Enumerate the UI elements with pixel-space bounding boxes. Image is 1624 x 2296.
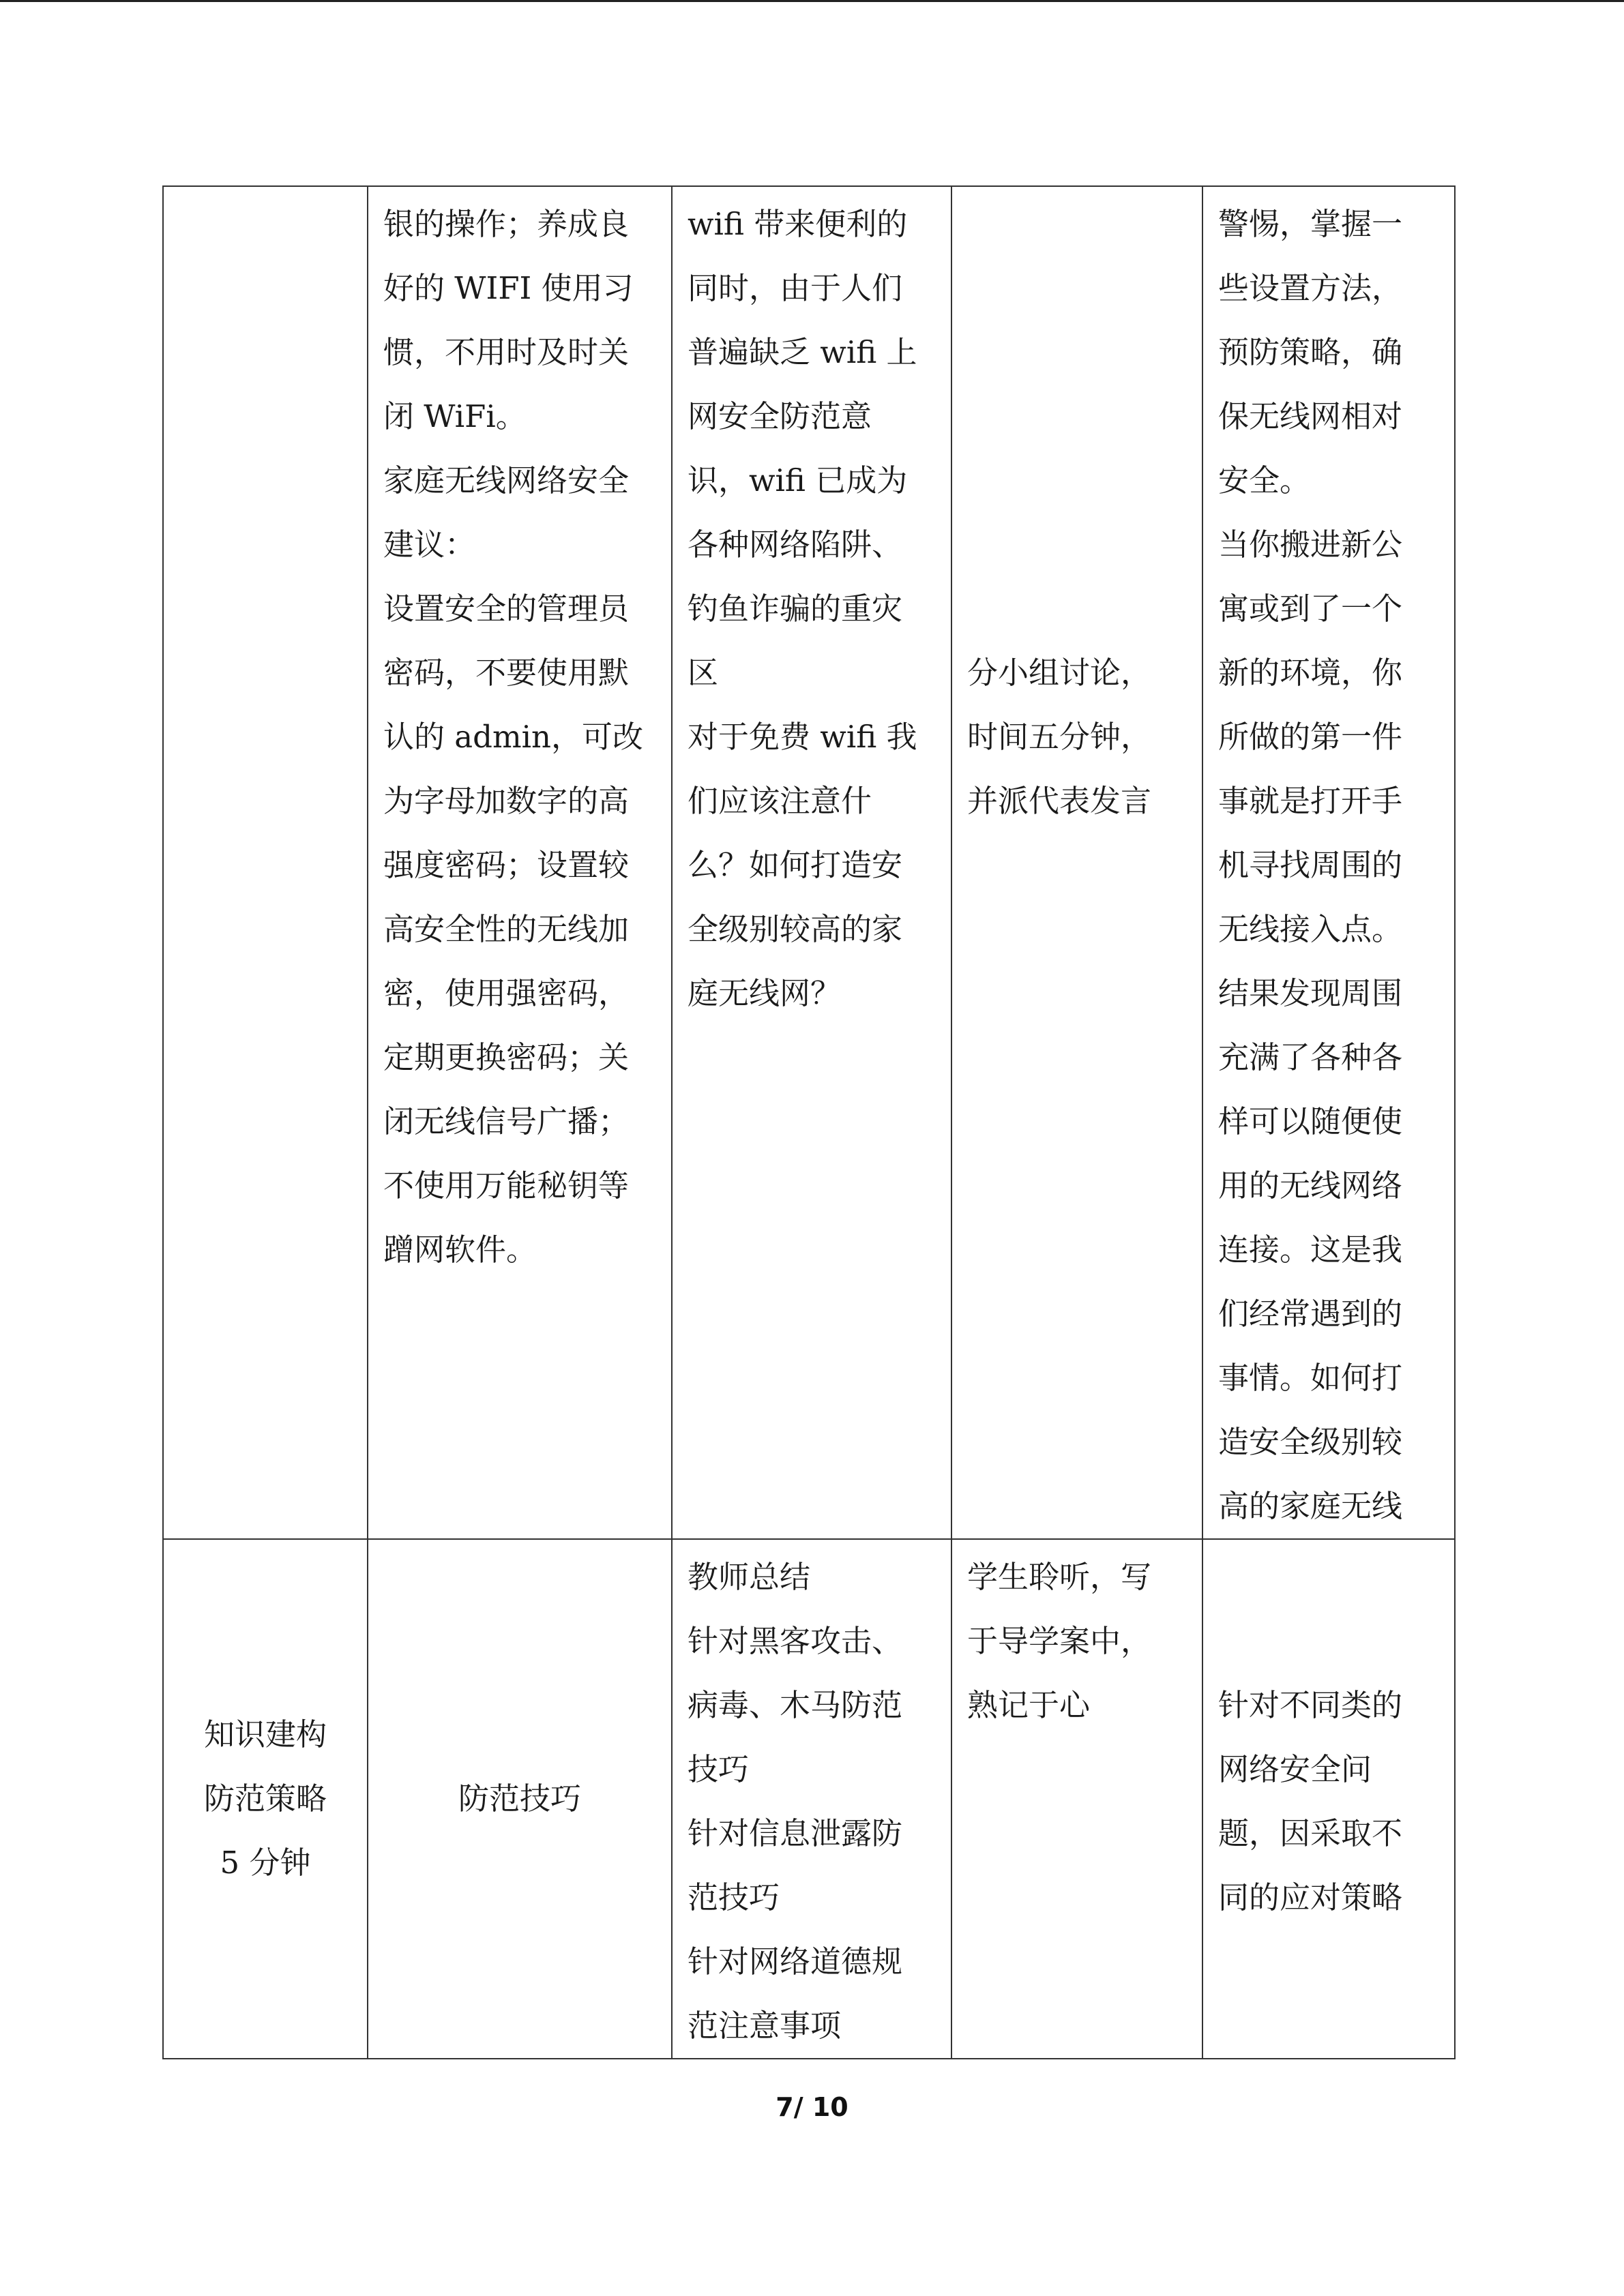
text-line: 闭 WiFi。 bbox=[383, 398, 527, 434]
text-line: 建议： bbox=[383, 526, 476, 563]
text-line: 闭无线信号广播； bbox=[383, 1103, 630, 1139]
text-line: 针对信息泄露防 bbox=[688, 1815, 903, 1851]
cell-stage-empty bbox=[163, 186, 368, 1539]
cell-design-intent-strategy bbox=[1202, 1539, 1455, 2059]
text-line: 各种网络陷阱、 bbox=[688, 526, 903, 563]
text-line: 区 bbox=[688, 655, 719, 691]
text-line: 无线接入点。 bbox=[1218, 911, 1403, 947]
text-line: 造安全级别较 bbox=[1218, 1424, 1403, 1460]
text-line: 连接。这是我 bbox=[1218, 1232, 1403, 1268]
text-line: 密码，不要使用默 bbox=[383, 655, 630, 691]
text-line: 为字母加数字的高 bbox=[383, 783, 630, 819]
text-line: 钓鱼诈骗的重灾 bbox=[688, 591, 903, 627]
text-line: 防范技巧 bbox=[458, 1780, 581, 1817]
table-row-wifi-security bbox=[163, 186, 1455, 1539]
text-line: wifi 带来便利的 bbox=[688, 206, 908, 242]
text-line: 识，wifi 已成为 bbox=[688, 462, 908, 498]
text-line: 病毒、木马防范 bbox=[688, 1687, 903, 1723]
text-line: 事就是打开手 bbox=[1218, 783, 1403, 819]
text-line: 网络安全问 bbox=[1218, 1751, 1372, 1787]
text-line: 当你搬进新公 bbox=[1218, 526, 1403, 563]
text-line: 蹭网软件。 bbox=[383, 1232, 537, 1268]
table-row-knowledge-construction bbox=[163, 1539, 1455, 2059]
page-top-rule bbox=[0, 0, 1624, 2]
text-line: 预防策略，确 bbox=[1218, 334, 1403, 370]
text-line: 事情。如何打 bbox=[1218, 1360, 1403, 1396]
text-line: 于导学案中， bbox=[967, 1623, 1152, 1659]
text-line: 教师总结 bbox=[688, 1559, 811, 1595]
text-line: 结果发现周围 bbox=[1218, 975, 1403, 1011]
cell-teacher-activity-wifi bbox=[672, 186, 951, 1539]
text-line: 知识建构 bbox=[203, 1716, 327, 1753]
lesson-plan-table bbox=[162, 185, 1456, 2059]
text-line: 针对网络道德规 bbox=[688, 1943, 903, 1980]
text-line: 寓或到了一个 bbox=[1218, 591, 1403, 627]
text-line: 普遍缺乏 wifi 上 bbox=[688, 334, 917, 370]
text-line: 范注意事项 bbox=[688, 2008, 842, 2044]
text-line: 些设置方法， bbox=[1218, 270, 1403, 306]
text-line: 防范策略 bbox=[203, 1780, 327, 1817]
text-line: 银的操作；养成良 bbox=[383, 206, 630, 242]
text-line: 不使用万能秘钥等 bbox=[383, 1167, 630, 1204]
text-line: 所做的第一件 bbox=[1218, 719, 1403, 755]
text-line: 充满了各种各 bbox=[1218, 1039, 1403, 1075]
text-line: 熟记于心 bbox=[967, 1687, 1091, 1723]
text-line: 密，使用强密码， bbox=[383, 975, 630, 1011]
text-line: 惯，不用时及时关 bbox=[383, 334, 630, 370]
text-line: 范技巧 bbox=[688, 1879, 780, 1915]
cell-teacher-summary bbox=[672, 1539, 951, 2059]
text-line: 机寻找周围的 bbox=[1218, 847, 1403, 883]
text-line: 们经常遇到的 bbox=[1218, 1296, 1403, 1332]
text-line: 并派代表发言 bbox=[967, 783, 1152, 819]
text-line: 技巧 bbox=[688, 1751, 750, 1787]
cell-student-activity-wifi bbox=[951, 186, 1202, 1539]
text-line: 设置安全的管理员 bbox=[383, 591, 630, 627]
cell-content-prevention-tips bbox=[368, 1539, 672, 2059]
text-line: 么？如何打造安 bbox=[688, 847, 903, 883]
text-line: 们应该注意什 bbox=[688, 783, 872, 819]
text-line: 用的无线网络 bbox=[1218, 1167, 1403, 1204]
text-line: 针对黑客攻击、 bbox=[688, 1623, 903, 1659]
text-line: 家庭无线网络安全 bbox=[383, 462, 630, 498]
text-line: 题，因采取不 bbox=[1218, 1815, 1403, 1851]
text-line: 高安全性的无线加 bbox=[383, 911, 630, 947]
cell-student-listening bbox=[951, 1539, 1202, 2059]
cell-stage-knowledge bbox=[163, 1539, 368, 2059]
page-number: 7/ 10 bbox=[776, 2092, 848, 2122]
text-line: 对于免费 wifi 我 bbox=[688, 719, 917, 755]
text-line: 样可以随便使 bbox=[1218, 1103, 1403, 1139]
text-line: 高的家庭无线 bbox=[1218, 1488, 1403, 1524]
text-line: 安全。 bbox=[1218, 462, 1311, 498]
text-line: 庭无线网？ bbox=[688, 975, 842, 1011]
text-line: 网安全防范意 bbox=[688, 398, 872, 434]
text-line: 5 分钟 bbox=[220, 1845, 311, 1881]
text-line: 警惕，掌握一 bbox=[1218, 206, 1403, 242]
text-line: 定期更换密码；关 bbox=[383, 1039, 630, 1075]
cell-content-wifi-advice bbox=[368, 186, 672, 1539]
text-line: 新的环境，你 bbox=[1218, 655, 1403, 691]
text-line: 好的 WIFI 使用习 bbox=[383, 270, 634, 306]
text-line: 认的 admin，可改 bbox=[383, 719, 643, 755]
text-line: 同时，由于人们 bbox=[688, 270, 903, 306]
cell-design-intent-wifi bbox=[1202, 186, 1455, 1539]
text-line: 学生聆听，写 bbox=[967, 1559, 1152, 1595]
text-line: 全级别较高的家 bbox=[688, 911, 903, 947]
text-line: 强度密码；设置较 bbox=[383, 847, 630, 883]
text-line: 针对不同类的 bbox=[1218, 1687, 1403, 1723]
text-line: 同的应对策略 bbox=[1218, 1879, 1403, 1915]
text-line: 时间五分钟， bbox=[967, 719, 1152, 755]
text-line: 保无线网相对 bbox=[1218, 398, 1403, 434]
text-line: 分小组讨论， bbox=[967, 655, 1152, 691]
